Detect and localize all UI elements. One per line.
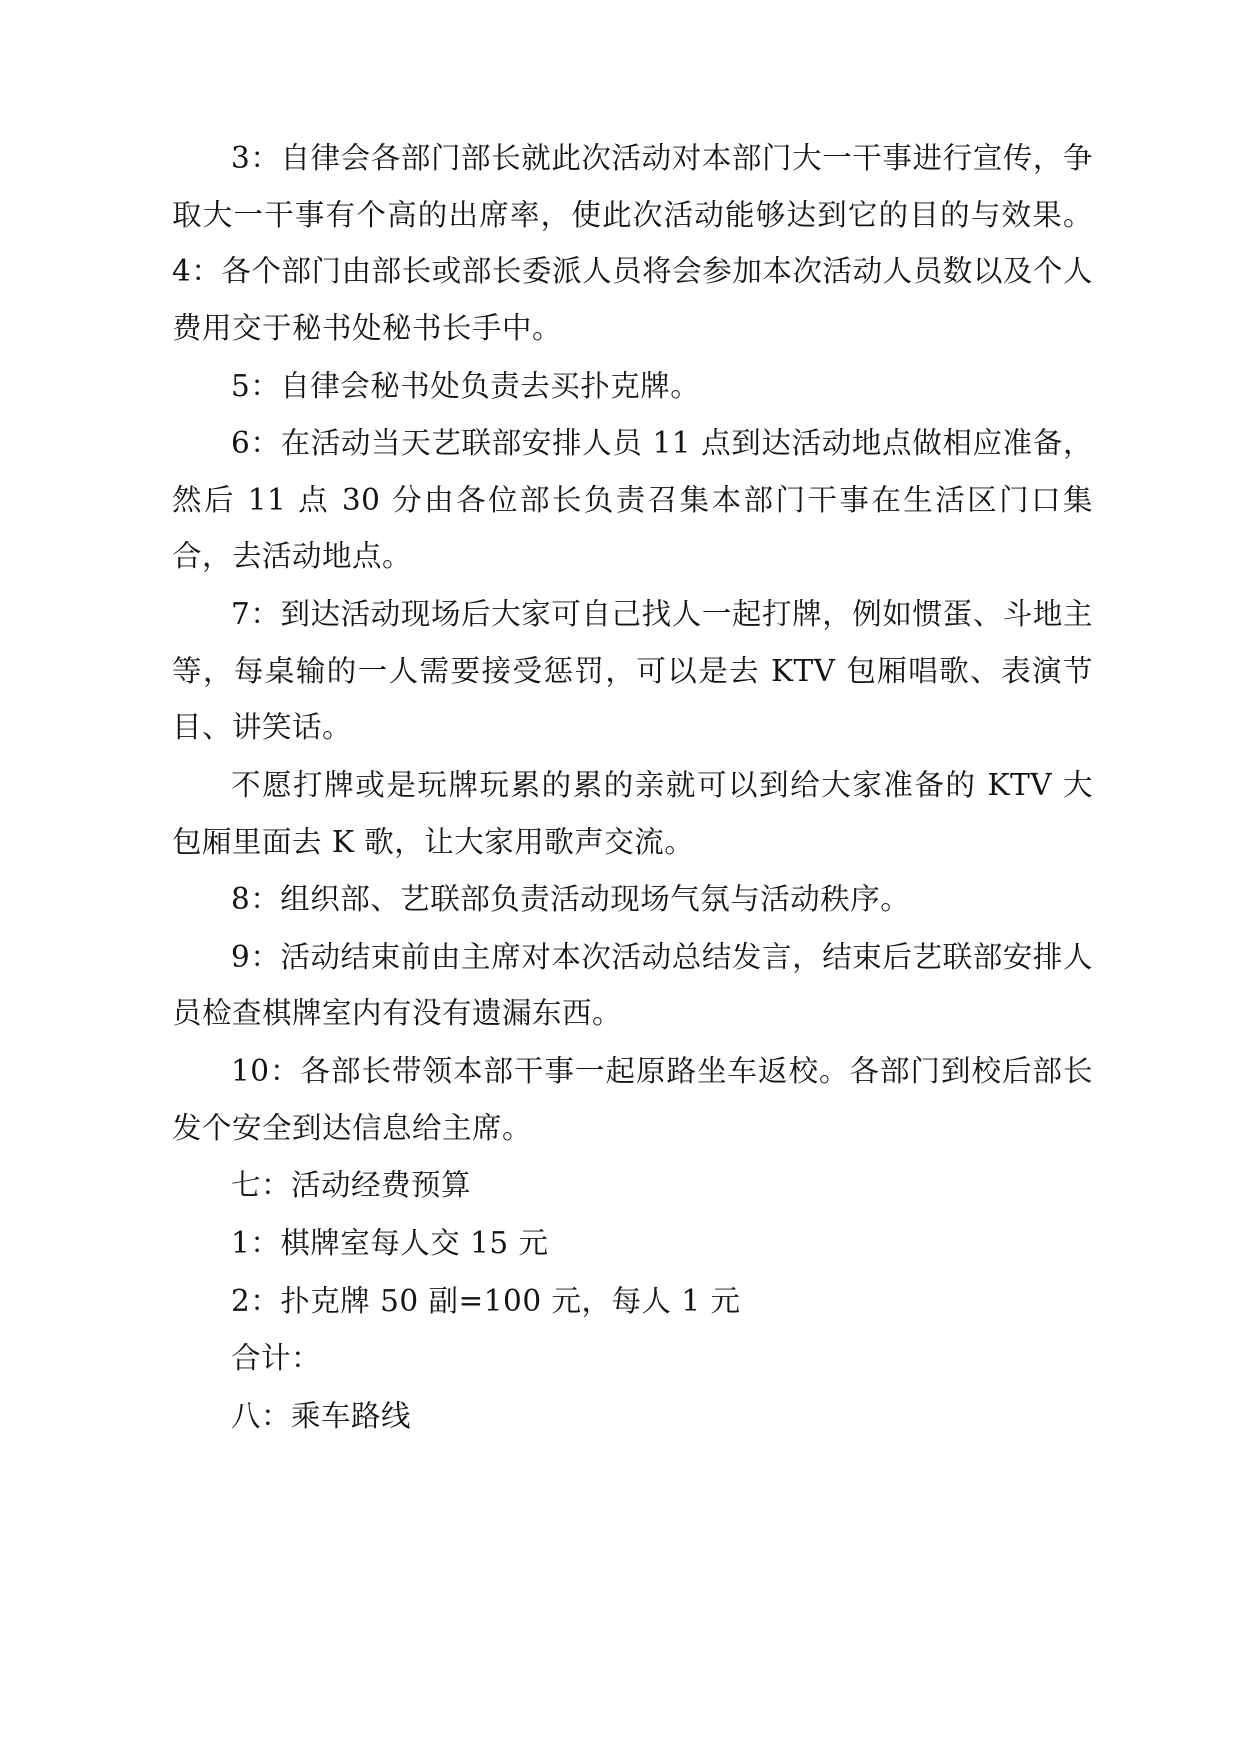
paragraph: 7：到达活动现场后大家可自己找人一起打牌，例如惯蛋、斗地主等，每桌输的一人需要接受惩罚，可以是去 KTV 包厢唱歌、表演节目、讲笑话。 — [172, 597, 1093, 745]
paragraph: 6：在活动当天艺联部安排人员 11 点到达活动地点做相应准备，然后 11 点 30 分由各位部长负责召集本部门干事在生活区门口集合，去活动地点。 — [172, 426, 1093, 574]
paragraph: 七：活动经费预算 — [231, 1168, 472, 1203]
paragraph: 3：自律会各部门部长就此次活动对本部门大一干事进行宣传，争取大一干事有个高的出席率，使此次活动能够达到它的目的与效果。4：各个部门由部长或部长委派人员将会参加本次活动人员数以及个人费用交于秘书处秘书长手中。 — [172, 141, 1093, 345]
paragraph: 5：自律会秘书处负责去买扑克牌。 — [231, 368, 701, 403]
paragraph: 10：各部长带领本部干事一起原路坐车返校。各部门到校后部长发个安全到达信息给主席。 — [172, 1054, 1093, 1145]
paragraph: 八：乘车路线 — [231, 1398, 412, 1433]
paragraph: 2：扑克牌 50 副=100 元，每人 1 元 — [231, 1283, 741, 1318]
paragraph: 9：活动结束前由主席对本次活动总结发言，结束后艺联部安排人员检查棋牌室内有没有遗漏东西。 — [172, 939, 1093, 1031]
paragraph: 合计： — [231, 1341, 322, 1376]
paragraph: 8：组织部、艺联部负责活动现场气氛与活动秩序。 — [231, 882, 911, 917]
paragraph: 1：棋牌室每人交 15 元 — [231, 1225, 549, 1260]
paragraph: 不愿打牌或是玩牌玩累的累的亲就可以到给大家准备的 KTV 大包厢里面去 K 歌，让大家用歌声交流。 — [172, 767, 1093, 859]
document-body — [172, 130, 1093, 1444]
